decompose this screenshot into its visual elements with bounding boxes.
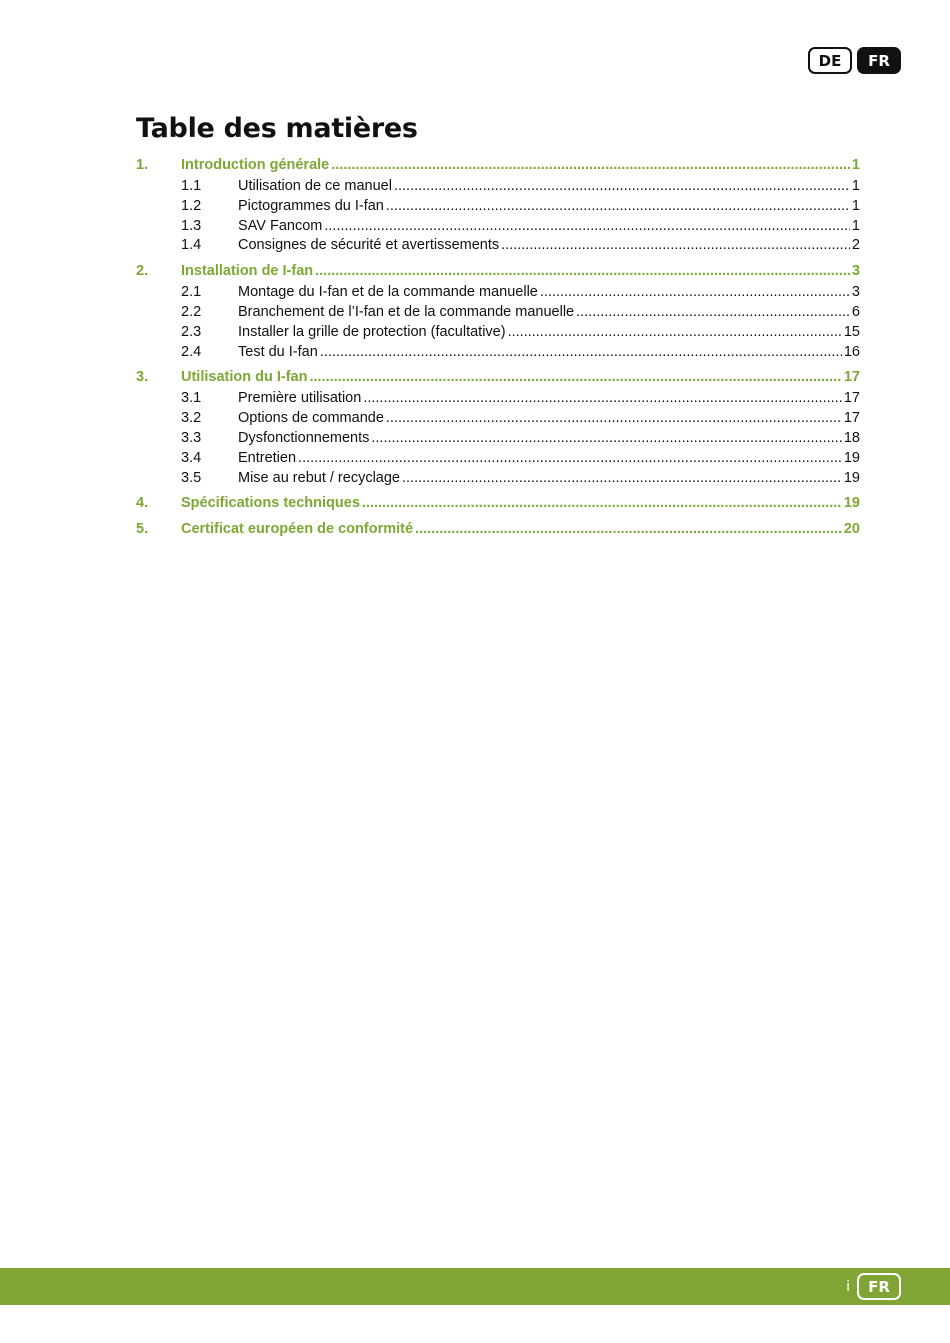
entry-number: 1.3 [181, 217, 202, 234]
dot-leader [540, 283, 850, 303]
dot-leader [576, 303, 850, 323]
dot-leader [309, 367, 841, 388]
entry-number: 1.4 [181, 237, 202, 254]
language-de-button[interactable]: DE [808, 47, 852, 74]
entry-page-number: 19 [843, 495, 860, 512]
entry-title: Première utilisation [238, 390, 362, 407]
dot-leader [386, 197, 850, 217]
entry-page-number: 1 [851, 178, 860, 194]
toc-section-entry[interactable] [136, 409, 860, 429]
dot-leader [315, 261, 850, 282]
entry-title: Installation de I-fan [181, 263, 314, 280]
entry-title: Options de commande [238, 410, 384, 427]
entry-page-number: 1 [851, 197, 860, 214]
entry-number: 2.2 [181, 303, 202, 320]
footer-bar [0, 1268, 950, 1305]
toc-chapter-entry[interactable] [136, 493, 860, 514]
dot-leader [402, 469, 842, 489]
entry-page-number: 18 [843, 429, 860, 446]
entry-title: Pictogrammes du I-fan [238, 197, 384, 214]
entry-number: 1.2 [181, 197, 202, 214]
language-switch [808, 47, 901, 74]
toc-chapter-entry[interactable] [136, 155, 860, 176]
toc-section-entry[interactable] [136, 429, 860, 449]
dot-leader [298, 449, 842, 469]
entry-number: 4. [136, 495, 149, 512]
entry-title: Entretien [238, 449, 297, 466]
entry-title: Test du I-fan [238, 343, 318, 360]
toc-section-entry[interactable] [136, 343, 860, 363]
dot-leader [324, 217, 850, 237]
language-fr-button[interactable]: FR [857, 47, 901, 74]
footer-page-number: i [846, 1279, 850, 1295]
dot-leader [415, 519, 842, 540]
entry-title: Certificat européen de conformité [181, 521, 414, 538]
entry-title: Montage du I-fan et de la commande manuelle [238, 284, 538, 301]
entry-page-number: 17 [843, 410, 860, 427]
entry-number: 3.3 [181, 429, 202, 446]
entry-number: 2.4 [181, 343, 202, 360]
toc-chapter-entry[interactable] [136, 367, 860, 388]
entry-number: 3.5 [181, 469, 202, 486]
entry-page-number: 17 [843, 390, 860, 407]
entry-title: Branchement de l’I-fan et de la commande manuelle [238, 303, 575, 320]
entry-title: Utilisation de ce manuel [238, 178, 392, 194]
entry-title: Dysfonctionnements [238, 429, 370, 446]
entry-number: 2. [136, 263, 149, 280]
toc-section-entry[interactable] [136, 323, 860, 343]
entry-number: 1. [136, 157, 149, 173]
entry-title: SAV Fancom [238, 217, 323, 234]
entry-number: 3.1 [181, 390, 202, 407]
dot-leader [362, 493, 842, 514]
entry-number: 3. [136, 369, 149, 386]
toc-section-entry[interactable] [136, 197, 860, 217]
entry-title: Utilisation du I-fan [181, 369, 308, 386]
entry-title: Installer la grille de protection (facultative) [238, 323, 506, 340]
entry-number: 2.3 [181, 323, 202, 340]
entry-page-number: 16 [843, 343, 860, 360]
dot-leader [331, 155, 850, 176]
footer-language-badge: FR [857, 1273, 901, 1300]
toc-section-entry[interactable] [136, 449, 860, 469]
page-title: Table des matières [136, 113, 418, 144]
entry-page-number: 20 [843, 521, 860, 538]
entry-number: 3.2 [181, 410, 202, 427]
toc-section-entry[interactable] [136, 389, 860, 409]
dot-leader [501, 236, 850, 256]
entry-number: 2.1 [181, 284, 202, 301]
entry-title: Consignes de sécurité et avertissements [238, 237, 500, 254]
entry-page-number: 2 [851, 237, 860, 254]
dot-leader [508, 323, 842, 343]
table-of-contents [136, 155, 860, 540]
dot-leader [386, 409, 842, 429]
entry-number: 3.4 [181, 449, 202, 466]
entry-title: Spécifications techniques [181, 495, 360, 512]
entry-page-number: 3 [851, 263, 860, 280]
entry-page-number: 6 [851, 303, 860, 320]
dot-leader [394, 177, 850, 197]
entry-page-number: 19 [843, 449, 860, 466]
entry-page-number: 19 [843, 469, 860, 486]
entry-title: Mise au rebut / recyclage [238, 469, 400, 486]
dot-leader [371, 429, 841, 449]
toc-section-entry[interactable] [136, 303, 860, 323]
entry-page-number: 1 [851, 157, 860, 173]
toc-chapter-entry[interactable] [136, 261, 860, 282]
toc-section-entry[interactable] [136, 177, 860, 197]
entry-page-number: 17 [843, 369, 860, 386]
toc-section-entry[interactable] [136, 283, 860, 303]
dot-leader [320, 343, 842, 363]
toc-section-entry[interactable] [136, 469, 860, 489]
entry-page-number: 1 [851, 217, 860, 234]
entry-number: 5. [136, 521, 149, 538]
toc-section-entry[interactable] [136, 236, 860, 256]
entry-page-number: 3 [851, 284, 860, 301]
entry-number: 1.1 [181, 178, 202, 194]
toc-chapter-entry[interactable] [136, 519, 860, 540]
entry-title: Introduction générale [181, 157, 330, 173]
toc-section-entry[interactable] [136, 217, 860, 237]
entry-page-number: 15 [843, 323, 860, 340]
dot-leader [363, 389, 842, 409]
